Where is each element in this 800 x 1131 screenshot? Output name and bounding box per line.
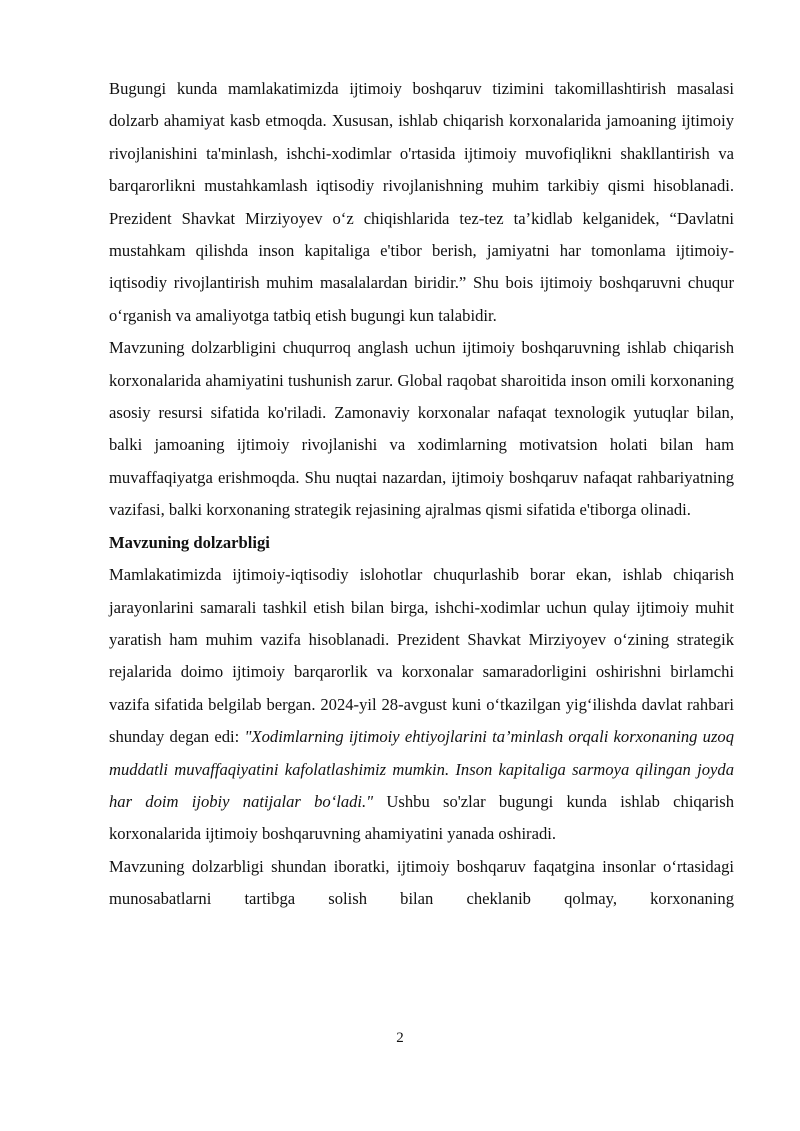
president-quote: "Xodimlarning ijtimoiy ehtiyojlarini ta’minlash orqali korxonaning uzoq muddatli muvaffaqiyatini kafolatlashimiz mumkin. Inson kapitaliga sarmoya qilingan joyda har doim ijobiy natijalar bo‘ladi.": [109, 727, 734, 811]
document-body: [109, 73, 734, 916]
paragraph-relevance: Mavzuning dolzarbligini chuqurroq anglash uchun ijtimoiy boshqaruvning ishlab chiqarish korxonalarida ahamiyatini tushunish zarur. Global raqobat sharoitida inson omili korxonaning asosiy resursi sifatida ko'riladi. Zamonaviy korxonalar nafaqat texnologik yutuqlar bilan, balki jamoaning ijtimoiy rivojlanishi va xodimlarning motivatsion holati bilan ham muvaffaqiyatga erishmoqda. Shu nuqtai nazardan, ijtimoiy boshqaruv nafaqat rahbariyatning vazifasi, balki korxonaning strategik rejasining ajralmas qismi sifatida e'tiborga olinadi.: [109, 338, 734, 520]
paragraph-intro: Bugungi kunda mamlakatimizda ijtimoiy boshqaruv tizimini takomillashtirish masalasi dolzarb ahamiyat kasb etmoqda. Xususan, ishlab chiqarish korxonalarida jamoaning ijtimoiy rivojlanishini ta'minlash, ishchi-xodimlar o'rtasida ijtimoiy muvofiqlikni shakllantirish va barqarorlikni mustahkamlash iqtisodiy rivojlanishning muhim tarkibiy qismi hisoblanadi. Prezident Shavkat Mirziyoyev o‘z chiqishlarida tez-tez ta’kidlab kelganidek, “Davlatni mustahkam qilishda inson kapitaliga e'tibor berish, jamiyatni har tomonlama ijtimoiy-iqtisodiy rivojlantirish muhim masalalardan biridir.” Shu bois ijtimoiy boshqaruvni chuqur o‘rganish va amaliyotga tatbiq etish bugungi kun talabidir.: [109, 79, 734, 325]
page-number: 2: [396, 1030, 404, 1046]
section-heading: Mavzuning dolzarbligi: [109, 532, 270, 552]
paragraph-reforms: [109, 559, 734, 851]
paragraph-reforms-text: Mamlakatimizda ijtimoiy-iqtisodiy islohotlar chuqurlashib borar ekan, ishlab chiqarish jarayonlarini samarali tashkil etish bilan birga, ishchi-xodimlar uchun qulay ijtimoiy muhit yaratish ham muhim vazifa hisoblanadi. Prezident Shavkat Mirziyoyev o‘zining strategik rejalarida doimo ijtimoiy barqarorlik va korxonalar samaradorligini oshirishni birlamchi vazifa sifatida belgilab bergan. 2024-yil 28-avgust kuni o‘tkazilgan yig‘ilishda davlat rahbari shunday degan edi:: [109, 565, 734, 747]
paragraph-continuation: Mavzuning dolzarbligi shundan iboratki, ijtimoiy boshqaruv faqatgina insonlar o‘rtasidagi munosabatlarni tartibga solish bilan cheklanib qolmay, korxonaning: [109, 856, 734, 909]
paragraph-reforms-tail: Ushbu so'zlar bugungi kunda ishlab chiqarish korxonalarida ijtimoiy boshqaruvning ahamiyatini yanada oshiradi.: [109, 791, 734, 844]
